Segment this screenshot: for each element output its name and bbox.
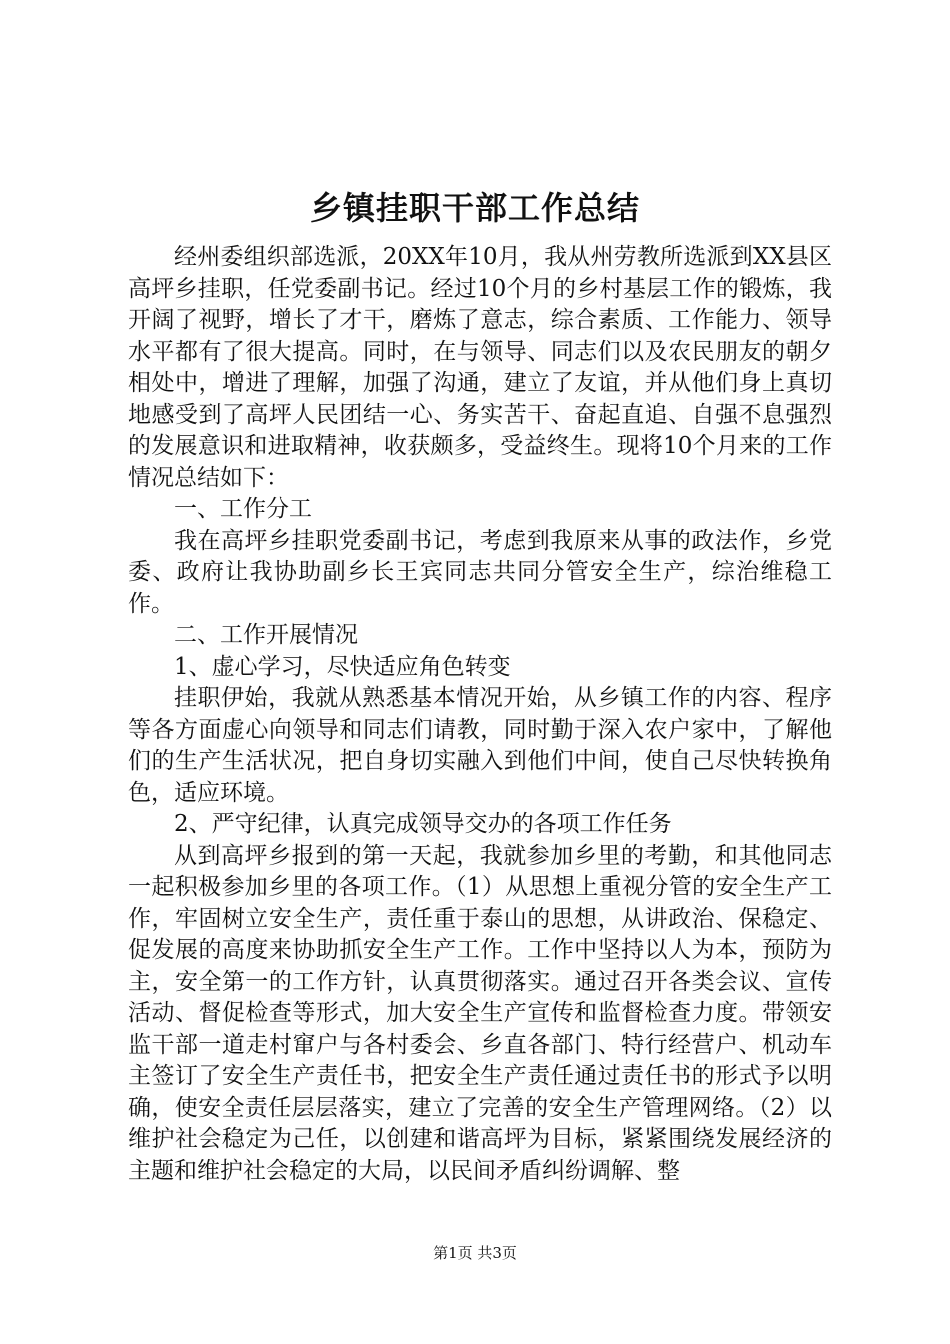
page-footer: 第1页 共3页 (433, 1244, 517, 1262)
document-body (128, 242, 832, 1187)
paragraph-learning: 挂职伊始，我就从熟悉基本情况开始，从乡镇工作的内容、程序等各方面虚心向领导和同志们请教，同时勤于深入农户家中，了解他们的生产生活状况，把自身切实融入到他们中间，使自己尽快转换角色，适应环境。 (128, 685, 832, 806)
paragraph-division: 我在高坪乡挂职党委副书记，考虑到我原来从事的政法作，乡党委、政府让我协助副乡长王宾同志共同分管安全生产，综治维稳工作。 (128, 527, 832, 617)
page-title: 乡镇挂职干部工作总结 (309, 189, 640, 227)
paragraph-discipline: 从到高坪乡报到的第一天起，我就参加乡里的考勤，和其他同志一起积极参加乡里的各项工作。（1）从思想上重视分管的安全生产工作，牢固树立安全生产，责任重于泰山的思想，从讲政治、保稳定、促发展的高度来协助抓安全生产工作。工作中坚持以人为本，预防为主，安全第一的工作方针，认真贯彻落实。通过召开各类会议、宣传活动、督促检查等形式，加大安全生产宣传和监督检查力度。带领安监干部一道走村窜户与各村委会、乡直各部门、特行经营户、机动车主签订了安全生产责任书，把安全生产责任通过责任书的形式予以明确，使安全责任层层落实，建立了完善的安全生产管理网络。（2）以维护社会稳定为己任，以创建和谐高坪为目标，紧紧围绕发展经济的主题和维护社会稳定的大局，以民间矛盾纠纷调解、整 (128, 842, 832, 1184)
subsection-heading-1: 1、虚心学习，尽快适应角色转变 (174, 653, 511, 680)
subsection-heading-2: 2、严守纪律，认真完成领导交办的各项工作任务 (174, 811, 672, 837)
section-heading-1: 一、工作分工 (174, 496, 312, 522)
paragraph-intro: 经州委组织部选派，20XX年10月，我从州劳教所选派到XX县区高坪乡挂职，任党委副书记。经过10个月的乡村基层工作的锻炼，我开阔了视野，增长了才干，磨炼了意志，综合素质、工作能力、领导水平都有了很大提高。同时，在与领导、同志们以及农民朋友的朝夕相处中，增进了理解，加强了沟通，建立了友谊，并从他们身上真切地感受到了高坪人民团结一心、务实苦干、奋起直追、自强不息强烈的发展意识和进取精神，收获颇多，受益终生。现将10个月来的工作情况总结如下： (128, 244, 832, 491)
section-heading-2: 二、工作开展情况 (174, 622, 358, 648)
